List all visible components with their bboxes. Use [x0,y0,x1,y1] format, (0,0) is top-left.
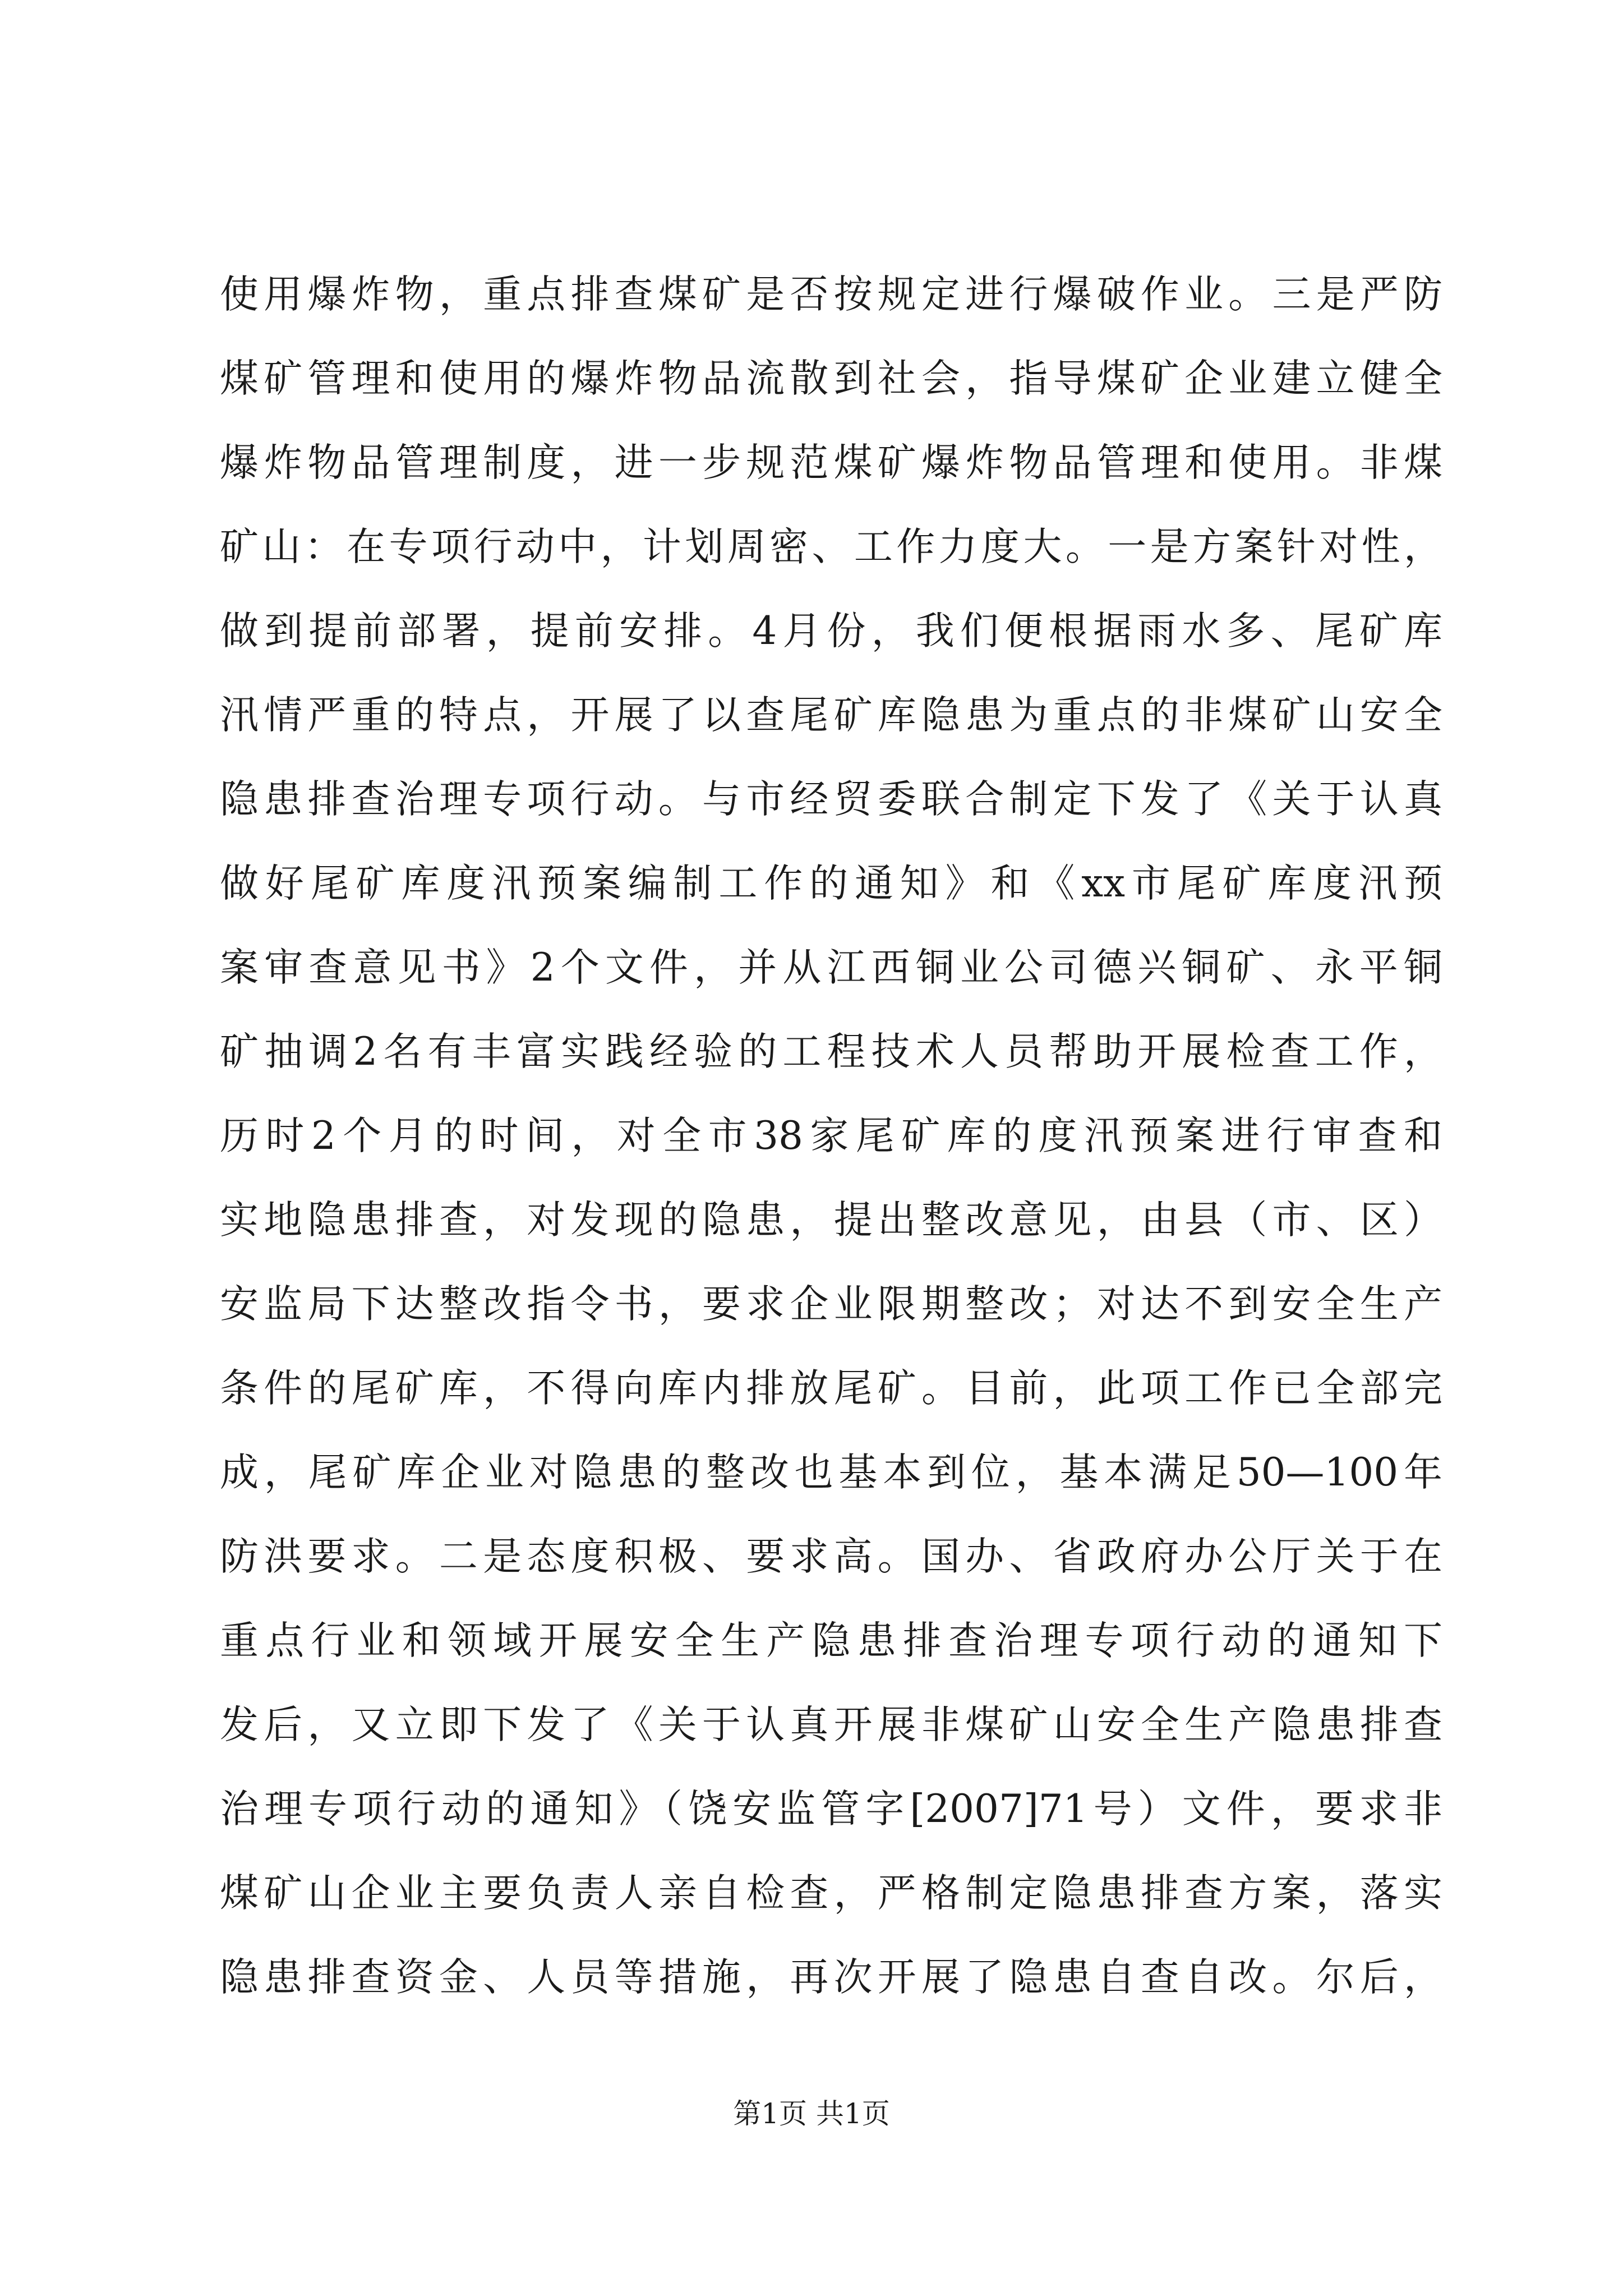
text-line: 爆炸物品管理制度，进一步规范煤矿爆炸物品管理和使用。非煤 [220,440,1442,485]
text-line: 煤矿管理和使用的爆炸物品流散到社会，指导煤矿企业建立健全 [220,356,1442,401]
text-line: 条件的尾矿库，不得向库内排放尾矿。目前，此项工作已全部完 [220,1366,1442,1411]
body-text [220,252,1442,2019]
text-line: 做到提前部署，提前安排。4月份，我们便根据雨水多、尾矿库 [220,609,1442,654]
text-line: 重点行业和领域开展安全生产隐患排查治理专项行动的通知下 [220,1618,1442,1663]
text-line: 煤矿山企业主要负责人亲自检查，严格制定隐患排查方案，落实 [220,1871,1442,1916]
text-line: 隐患排查资金、人员等措施，再次开展了隐患自查自改。尔后， [220,1955,1442,2000]
text-line: 做好尾矿库度汛预案编制工作的通知》和《xx市尾矿库度汛预 [220,861,1442,906]
text-line: 隐患排查治理专项行动。与市经贸委联合制定下发了《关于认真 [220,777,1442,822]
text-line: 发后，又立即下发了《关于认真开展非煤矿山安全生产隐患排查 [220,1703,1442,1747]
text-line: 实地隐患排查，对发现的隐患，提出整改意见，由县（市、区） [220,1198,1442,1243]
text-line: 成，尾矿库企业对隐患的整改也基本到位，基本满足50—100年 [220,1450,1442,1495]
text-line: 安监局下达整改指令书，要求企业限期整改；对达不到安全生产 [220,1282,1442,1327]
page-footer: 第1页 共1页 [733,2097,890,2130]
text-line: 防洪要求。二是态度积极、要求高。国办、省政府办公厅关于在 [220,1534,1442,1579]
text-line: 矿山：在专项行动中，计划周密、工作力度大。一是方案针对性， [220,524,1442,569]
text-line: 案审查意见书》2个文件，并从江西铜业公司德兴铜矿、永平铜 [220,945,1442,990]
text-line: 矿抽调2名有丰富实践经验的工程技术人员帮助开展检查工作， [220,1029,1442,1074]
text-line: 使用爆炸物，重点排查煤矿是否按规定进行爆破作业。三是严防 [220,272,1442,317]
text-line: 治理专项行动的通知》（饶安监管字[2007]71号）文件，要求非 [220,1787,1442,1832]
text-line: 汛情严重的特点，开展了以查尾矿库隐患为重点的非煤矿山安全 [220,693,1442,738]
text-line: 历时2个月的时间，对全市38家尾矿库的度汛预案进行审查和 [220,1114,1442,1158]
